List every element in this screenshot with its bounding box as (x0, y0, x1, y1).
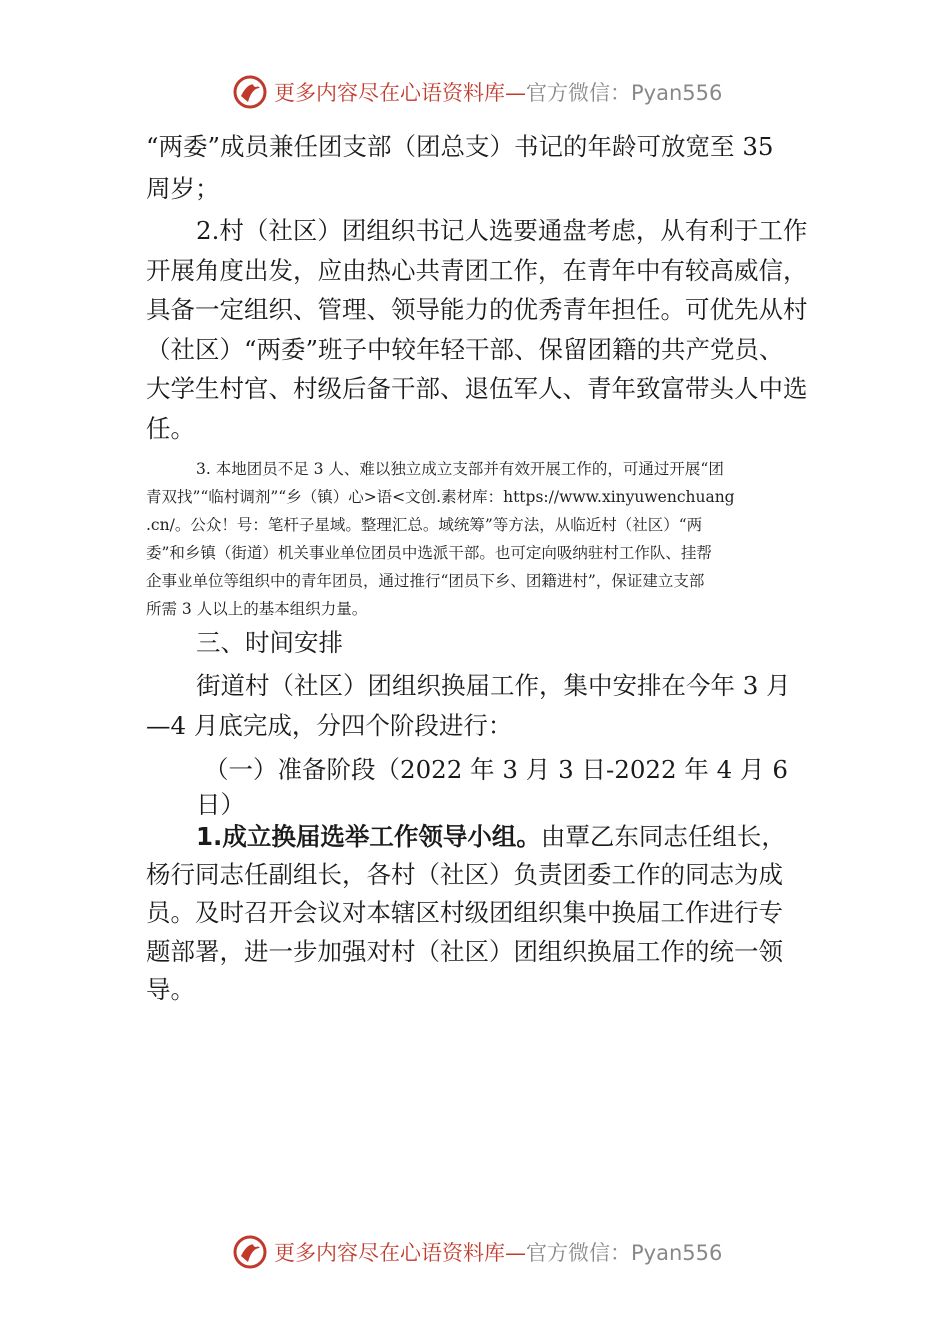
body-line: 周岁； (146, 174, 220, 203)
item1-text: 由覃乙东同志任组长， (540, 822, 786, 851)
header-wechat: 官方微信：Pyan556 (526, 81, 723, 105)
body-line: 任。 (146, 414, 195, 443)
item1-line: 题部署，进一步加强对村（社区）团组织换届工作的统一领 (146, 937, 783, 966)
header-banner (232, 72, 752, 112)
footer-banner (232, 1232, 752, 1272)
footer-wechat: 官方微信：Pyan556 (526, 1241, 723, 1265)
item1-first-line (196, 818, 818, 853)
body-line: 具备一定组织、管理、领导能力的优秀青年担任。可优先从村 (146, 295, 808, 324)
logo-icon (232, 74, 268, 110)
stage-line: （一）准备阶段（2022 年 3 月 3 日-2022 年 4 月 6 (204, 755, 788, 784)
footer-banner-text: 更多内容尽在心语资料库—官方微信：Pyan556 (274, 1241, 723, 1265)
item1-line: 员。及时召开会议对本辖区村级团组织集中换届工作进行专 (146, 898, 783, 927)
small-line: 所需 3 人以上的基本组织力量。 (146, 600, 368, 618)
header-banner-text: 更多内容尽在心语资料库—官方微信：Pyan556 (274, 81, 723, 105)
section-heading: 三、时间安排 (196, 628, 343, 657)
item1-line: 导。 (146, 975, 195, 1004)
small-line: 企事业单位等组织中的青年团员，通过推行“团员下乡、团籍进村”，保证建立支部 (146, 572, 705, 590)
body-line: （社区）“两委”班子中较年轻干部、保留团籍的共产党员、 (146, 335, 784, 364)
body-line: 大学生村官、村级后备干部、退伍军人、青年致富带头人中选 (146, 374, 808, 403)
item1-line: 杨行同志任副组长，各村（社区）负责团委工作的同志为成 (146, 860, 783, 889)
body-line: 2.村（社区）团组织书记人选要通盘考虑，从有利于工作 (196, 216, 808, 245)
schedule-line: 街道村（社区）团组织换届工作，集中安排在今年 3 月 (196, 671, 791, 700)
item1-bold-title: 1.成立换届选举工作领导小组。 (196, 822, 541, 851)
logo-icon (232, 1234, 268, 1270)
small-line: 3. 本地团员不足 3 人、难以独立成立支部并有效开展工作的，可通过开展“团 (196, 460, 724, 478)
stage-line: 日） (196, 790, 245, 819)
body-line: “两委”成员兼任团支部（团总支）书记的年龄可放宽至 35 (146, 132, 774, 161)
small-line: .cn/。公众！号：笔杆子星域。整理汇总。域统筹”等方法，从临近村（社区）“两 (146, 516, 703, 534)
body-line: 开展角度出发，应由热心共青团工作，在青年中有较高威信， (146, 256, 808, 285)
small-line: 青双找”“临村调剂”“乡（镇）心>语<文创.素材库：https://www.xinyuwenchuang (146, 488, 735, 506)
small-line: 委”和乡镇（街道）机关事业单位团员中选派干部。也可定向吸纳驻村工作队、挂帮 (146, 544, 712, 562)
schedule-line: —4 月底完成，分四个阶段进行： (146, 711, 513, 740)
